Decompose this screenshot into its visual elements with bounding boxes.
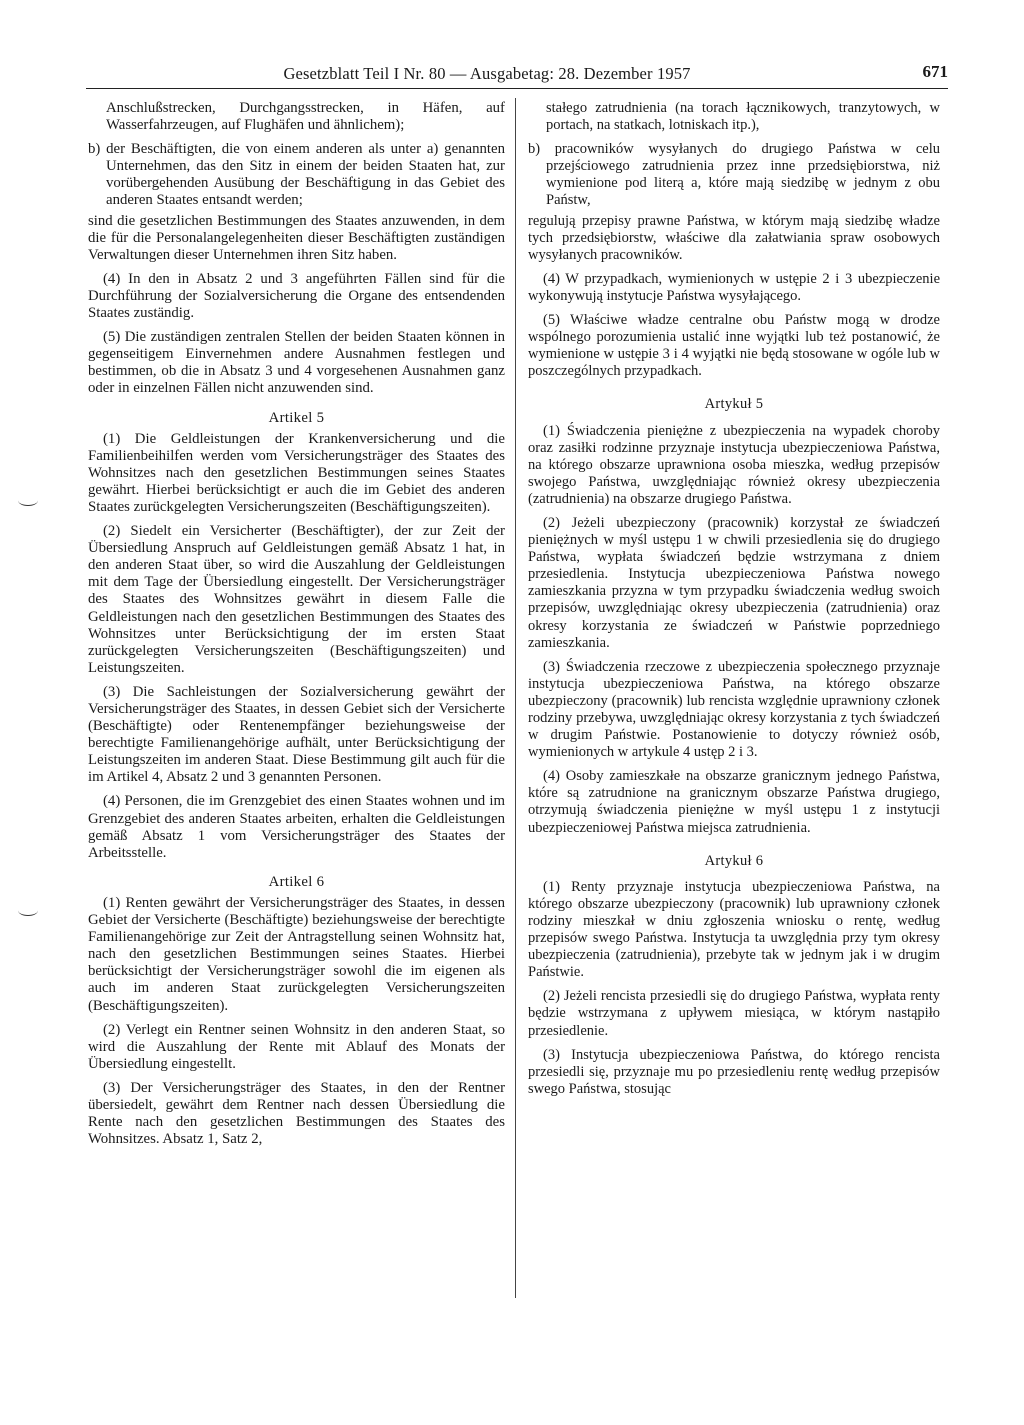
article-5-paragraph-3: (3) Die Sachleistungen der Sozialversicherung gewährt der Versicherungsträger des Staates, in dessen Gebiet sich der Versicherte (Beschäftigte) oder Rentenempfänger beziehungsweise der berechtigte Familienangehörige aufhält, unter Berücksichtigung der Leistungszeiten im anderen Staat. Diese Bestimmung gilt auch für die im Artikel 4, Absatz 2 und 3 genannten Personen. (88, 683, 505, 786)
german-column (88, 100, 505, 1155)
article-6-paragraph-1: (1) Renten gewährt der Versicherungsträger des Staates, in dessen Gebiet der Versicherte (Beschäftigte) beziehungsweise der berechtigte Familienangehörige zur Zeit der Antragstellung seinen Wohnsitz hat, nach den gesetzlichen Bestimmungen seines Staates. Hierbei berücksichtigt der Versicherungsträger sowohl die im eigenen als auch im anderen Staat zurückgelegten Versicherungszeiten (Beschäftigungszeiten). (88, 894, 505, 1014)
item-b: b) der Beschäftigten, die von einem anderen als unter a) genannten Unternehmen, das den Sitz in einem der beiden Staaten hat, zur vorübergehenden Ausübung der Beschäftigung in das Gebiet des anderen Staates entsandt werden; (88, 141, 505, 209)
page-number: 671 (922, 62, 948, 81)
article-5-paragraph-3: (3) Świadczenia rzeczowe z ubezpieczenia społecznego przyznaje instytucja ubezpieczeniowa Państwa, na którego obszarze ubezpieczony (pracownik) lub rencista względnie uprawniony członek rodziny przebywa, uwzględniając okresy korzystania z tych świadczeń w drugim Państwie. Postanowienie to dotyczy również osób, wymienionych w artykule 4 ustęp 2 i 3. (528, 658, 940, 761)
article-5-heading: Artikel 5 (268, 409, 325, 426)
closing-clause: regulują przepisy prawne Państwa, w którym mają siedzibę władze tych przedsiębiorstw, właściwe dla załatwiania spraw osobowych wysyłanych pracowników. (528, 212, 940, 263)
item-a-continuation: stałego zatrudnienia (na torach łącznikowych, tranzytowych, w portach, na statkach, lotniskach itp.), (546, 100, 940, 134)
article-5-paragraph-1: (1) Die Geldleistungen der Krankenversicherung und die Familienbeihilfen werden vom Versicherungsträger des Staates des Wohnsitzes nach den gesetzlichen Bestimmungen seines Staates gewährt. Hierbei berücksichtigt er auch die im Gebiet des anderen Staates zurückgelegten Versicherungszeiten (Beschäftigungszeiten). (88, 430, 505, 515)
article-5-paragraph-1: (1) Świadczenia pieniężne z ubezpieczenia na wypadek choroby oraz zasiłki rodzinne przyznaje instytucja ubezpieczeniowa Państwa, na którego obszarze uprawniona osoba mieszka, według przepisów swojego Państwa, uwzględniając również okresy ubezpieczenia (zatrudnienia) na obszarze drugiego Państwa. (528, 422, 940, 507)
article-6-paragraph-2: (2) Verlegt ein Rentner seinen Wohnsitz in den anderen Staat, so wird die Auszahlung der Rente mit Ablauf des Monats der Übersiedlung eingestellt. (88, 1021, 505, 1072)
margin-mark (18, 905, 38, 916)
article-6-paragraph-3: (3) Instytucja ubezpieczeniowa Państwa, do którego rencista przesiedli się, przyznaje mu po przesiedleniu rentę według przepisów swego Państwa, stosując (528, 1046, 940, 1097)
margin-mark (18, 495, 38, 506)
article-6-paragraph-1: (1) Renty przyznaje instytucja ubezpieczeniowa Państwa, na którego obszarze ubezpieczony (pracownik) lub uprawniony członek rodziny mieszkał w dniu zgłoszenia wniosku o rentę, według przepisów swego Państwa. Instytucja ta uwzględnia przy tym okresy ubezpieczenia (zatrudnienia), przebyte tak w jednym jak i w drugim Państwie. (528, 878, 940, 981)
article-6-paragraph-3: (3) Der Versicherungsträger des Staates, in den der Rentner übersiedelt, gewährt dem Rentner nach dessen Übersiedlung die Rente nach den gesetzlichen Bestimmungen des Staates des Wohnsitzes. Absatz 1, Satz 2, (88, 1079, 505, 1148)
closing-clause: sind die gesetzlichen Bestimmungen des Staates anzuwenden, in dem die für die Personalangelegenheiten dieser Beschäftigten zuständigen Verwaltungen dieser Unternehmen ihren Sitz haben. (88, 212, 505, 263)
page-header (86, 62, 948, 89)
column-divider (515, 98, 516, 1298)
gazette-title: Gesetzblatt Teil I Nr. 80 — Ausgabetag: 28. Dezember 1957 (283, 64, 691, 83)
article-5-paragraph-4: (4) Personen, die im Grenzgebiet des einen Staates wohnen und im Grenzgebiet des anderen Staates arbeiten, erhalten die Geldleistungen gemäß Absatz 1 vom Versicherungsträger des Staates der Arbeitsstelle. (88, 793, 505, 861)
paragraph-5: (5) Właściwe władze centralne obu Państw mogą w drodze wspólnego porozumienia ustalić inne wyjątki lub też postanowić, że wymienione w ustępie 3 i 4 wyjątki nie będą stosowane w ogóle lub w poszczególnych przypadkach. (528, 312, 940, 380)
paragraph-5: (5) Die zuständigen zentralen Stellen der beiden Staaten können in gegenseitigem Einvernehmen andere Ausnahmen festlegen und bestimmen, ob die in Absatz 3 und 4 vorgesehenen Ausnahmen ganz oder in einzelnen Fällen nicht anzuwenden sind. (88, 329, 505, 397)
item-b: b) pracowników wysyłanych do drugiego Państwa w celu przejściowego zatrudnienia przez inne przedsiębiorstwa, niż wymienione pod literą a, które mają siedzibę w jednym z obu Państw, (528, 141, 940, 209)
polish-column (528, 100, 940, 1105)
article-5-paragraph-2: (2) Jeżeli ubezpieczony (pracownik) korzystał ze świadczeń pieniężnych w myśl ustępu 1 w chwili przesiedlenia się do drugiego Państwa, wypłata świadczeń będzie wstrzymana z dniem przesiedlenia. Instytucja ubezpieczeniowa Państwa nowego zamieszkania przyzna w tym przypadku świadczenia według swoich przepisów, uwzględniając okresy ubezpieczenia (zatrudnienia) oraz okresy korzystania ze świadczeń w Państwie poprzedniego zamieszkania. (528, 514, 940, 651)
article-5-heading: Artykuł 5 (704, 396, 764, 413)
paragraph-4: (4) In den in Absatz 2 und 3 angeführten Fällen sind für die Durchführung der Sozialversicherung die Organe des entsendenden Staates zuständig. (88, 270, 505, 322)
article-5-paragraph-2: (2) Siedelt ein Versicherter (Beschäftigter), der zur Zeit der Übersiedlung Anspruch auf Geldleistungen gemäß Absatz 1 hat, in den anderen Staat über, so wird die Auszahlung der Geldleistungen mit dem Tage der Übersiedlung eingestellt. Der Versicherungsträger des Staates des Wohnsitzes gewährt in diesem Falle die Geldleistungen nach den gesetzlichen Bestimmungen des Staates des Wohnsitzes unter Berücksichtigung der im ersten Staat zurückgelegten Versicherungszeiten (Beschäftigungszeiten) und Leistungszeiten. (88, 523, 505, 676)
paragraph-4: (4) W przypadkach, wymienionych w ustępie 2 i 3 ubezpieczenie wykonywują instytucje Państwa wysyłającego. (528, 270, 940, 304)
article-5-paragraph-4: (4) Osoby zamieszkałe na obszarze granicznym jednego Państwa, które są zatrudnione na granicznym obszarze Państwa drugiego, otrzymują świadczenia pieniężne w myśl ustępu 1 z instytucji ubezpieczeniowej Państwa miejsca zatrudnienia. (528, 768, 940, 836)
article-6-paragraph-2: (2) Jeżeli rencista przesiedli się do drugiego Państwa, wypłata renty będzie wstrzymana z upływem miesiąca, w którym nastąpiło przesiedlenie. (528, 988, 940, 1039)
article-6-heading: Artykuł 6 (704, 852, 764, 869)
item-a-continuation: Anschlußstrecken, Durchgangsstrecken, in Häfen, auf Wasserfahrzeugen, auf Flughäfen und ähnlichem); (106, 100, 505, 134)
article-6-heading: Artikel 6 (268, 873, 325, 890)
